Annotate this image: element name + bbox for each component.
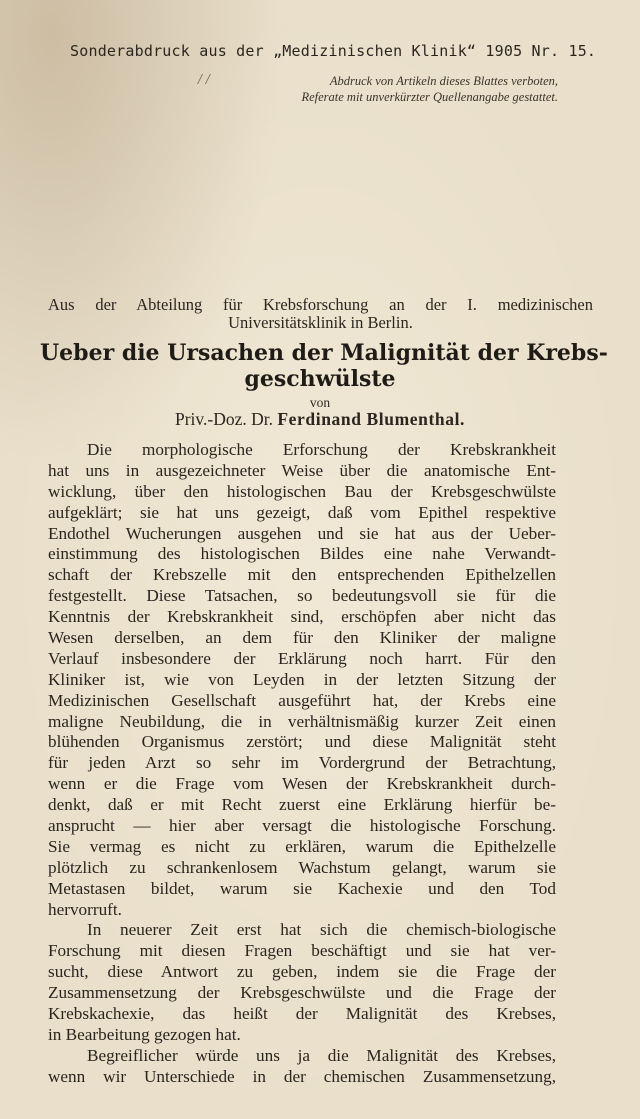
body-line: sucht, diese Antwort zu geben, indem sie die Frage der — [48, 962, 556, 982]
body-line: Endothel Wucherungen ausgehen und sie hat aus der Ueber- — [48, 523, 556, 543]
author-byline — [0, 409, 640, 430]
body-line: wenn er die Frage vom Wesen der Krebskrankheit durch- — [48, 774, 556, 794]
offprint-header: Sonderabdruck aus der „Medizinischen Klinik“ 1905 Nr. 15. — [70, 42, 597, 60]
body-line: einstimmung des histologischen Bildes eine nahe Verwandt- — [48, 544, 556, 564]
body-line: wicklung, über den histologischen Bau der Krebsgeschwülste — [48, 481, 556, 501]
body-line: plötzlich zu schrankenlosem Wachstum gelangt, warum sie — [48, 857, 556, 877]
title-line-2: geschwülste — [244, 366, 396, 392]
body-line: wenn wir Unterschiede in der chemischen Zusammensetzung, — [48, 1066, 556, 1086]
byline-von: von — [309, 395, 331, 410]
body-line: Die morphologische Erforschung der Krebskrankheit — [87, 440, 556, 459]
body-line: Medizinischen Gesellschaft ausgeführt hat, der Krebs eine — [48, 690, 556, 710]
body-line: schaft der Krebszelle mit den entsprechenden Epithelzellen — [48, 565, 556, 585]
body-line: Forschung mit diesen Fragen beschäftigt und sie hat ver- — [48, 941, 556, 961]
body-line: Begreiflicher würde uns ja die Malignität des Krebses, — [87, 1045, 556, 1065]
body-line: blühenden Organismus zerstört; und diese Malignität steht — [48, 732, 556, 752]
institution-line-1: Aus der Abteilung für Krebsforschung an der I. medizinischen — [48, 295, 593, 314]
body-line: Kenntnis der Krebskrankheit sind, erschöpfen aber nicht das — [48, 607, 556, 627]
body-line: in Bearbeitung gezogen hat. — [48, 1024, 241, 1044]
body-line: ansprucht — hier aber versagt die histologische Forschung. — [48, 816, 556, 836]
body-line: Krebskachexie, das heißt der Malignität des Krebses, — [48, 1004, 556, 1024]
body-line: Kliniker ist, wie von Leyden in der letzten Sitzung der — [48, 669, 556, 689]
body-line: Metastasen bildet, warum sie Kachexie und den Tod — [48, 878, 556, 898]
copyright-notice — [301, 73, 558, 105]
article-title — [40, 340, 608, 392]
body-line: Sie vermag es nicht zu erklären, warum die Epithelzelle — [48, 836, 556, 856]
body-line: maligne Neubildung, die in verhältnismäßig kurzer Zeit einen — [48, 711, 556, 731]
institution-line-2: Universitätsklinik in Berlin. — [228, 313, 413, 332]
title-line-1: Ueber die Ursachen der Malignität der Krebs- — [40, 340, 608, 366]
body-line: In neuerer Zeit erst hat sich die chemisch-biologische — [87, 920, 556, 940]
copyright-line-1: Abdruck von Artikeln dieses Blattes verboten, — [329, 74, 558, 88]
body-line: für jeden Arzt so sehr im Vordergrund der Betrachtung, — [48, 753, 556, 773]
handwritten-mark: / / — [198, 72, 210, 86]
body-line: denkt, daß er mit Recht zuerst eine Erklärung hierfür be- — [48, 795, 556, 815]
body-line: Verlauf insbesondere der Erklärung noch harrt. Für den — [48, 648, 556, 668]
copyright-line-2: Referate mit unverkürzter Quellenangabe gestattet. — [301, 90, 558, 104]
body-line: Zusammensetzung der Krebsgeschwülste und die Frage der — [48, 983, 556, 1003]
body-line: aufgeklärt; sie hat uns gezeigt, daß vom Epithel respektive — [48, 502, 556, 522]
body-line: Wesen derselben, an dem für den Kliniker der maligne — [48, 628, 556, 648]
body-line: hat uns in ausgezeichneter Weise über die anatomische Ent- — [48, 460, 556, 480]
body-line: festgestellt. Diese Tatsachen, so bedeutungsvoll sie für die — [48, 586, 556, 606]
article-body — [48, 440, 556, 1088]
body-line: hervorruft. — [48, 899, 122, 919]
author-prefix: Priv.-Doz. Dr. — [174, 409, 273, 429]
institution-affiliation — [48, 296, 593, 332]
author-name: Ferdinand Blumenthal. — [277, 409, 466, 429]
